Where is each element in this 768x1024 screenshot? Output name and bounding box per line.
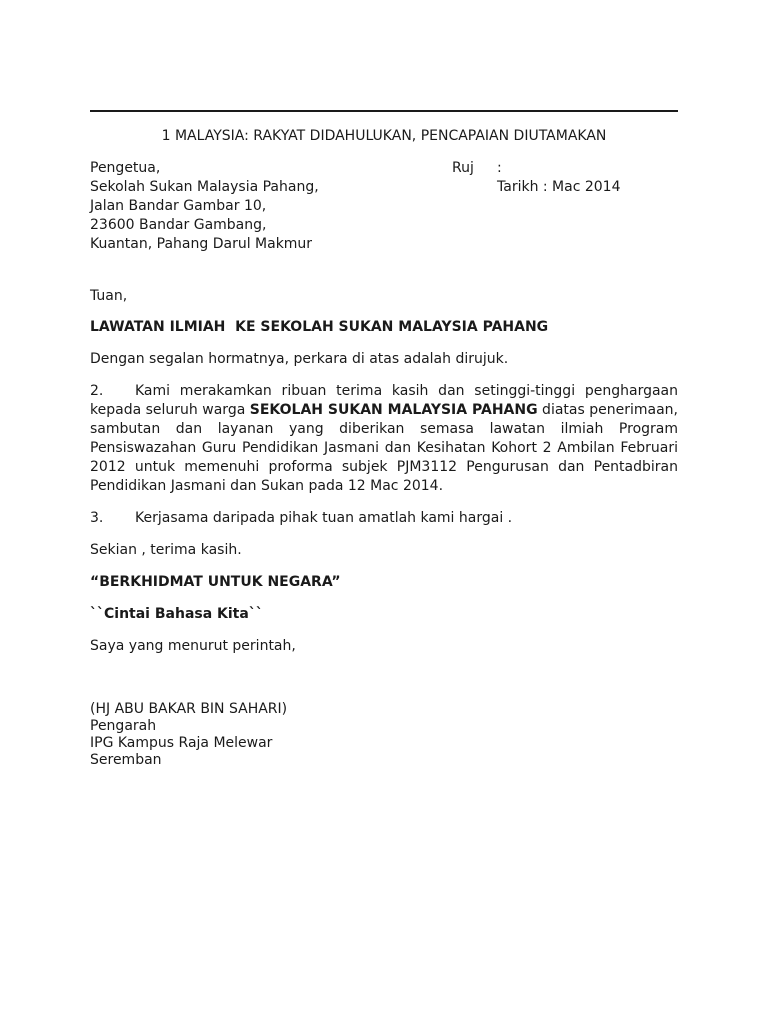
salutation: Tuan, (90, 288, 128, 304)
date-row (452, 178, 678, 197)
header-divider (90, 110, 678, 112)
letter-motto: 1 MALAYSIA: RAKYAT DIDAHULUKAN, PENCAPAIAN DIUTAMAKAN (161, 128, 607, 144)
signatory-name: (HJ ABU BAKAR BIN SAHARI) (90, 701, 288, 717)
signatory-title: Pengarah (90, 718, 157, 734)
letter-subject: LAWATAN ILMIAH KE SEKOLAH SUKAN MALAYSIA PAHANG (90, 319, 549, 335)
paragraph-line: sambutan dan layanan yang diberikan semasa lawatan ilmiah Program (90, 421, 678, 437)
slogan-primary: “BERKHIDMAT UNTUK NEGARA” (90, 574, 341, 590)
signatory-organization: IPG Kampus Raja Melewar (90, 735, 273, 751)
address-line: Pengetua, (90, 160, 161, 176)
reference-row (452, 159, 678, 178)
intro-paragraph: Dengan segalan hormatnya, perkara di atas adalah dirujuk. (90, 351, 509, 367)
signoff-line: Saya yang menurut perintah, (90, 638, 296, 654)
signatory-block (90, 701, 287, 769)
reference-block (452, 159, 678, 197)
paragraph-3 (90, 509, 678, 528)
closing-line: Sekian , terima kasih. (90, 542, 242, 558)
slogan-secondary: ``Cintai Bahasa Kita`` (90, 606, 263, 622)
paragraph-text: Kami merakamkan ribuan terima kasih dan setinggi-tinggi penghargaan (135, 383, 678, 399)
letter-date: Tarikh : Mac 2014 (497, 179, 621, 195)
paragraph-text: diatas penerimaan, (537, 402, 678, 418)
recipient-address (90, 159, 430, 254)
paragraph-line: Pendidikan Jasmani dan Sukan pada 12 Mac 2014. (90, 478, 444, 494)
reference-colon: : (497, 160, 502, 176)
paragraph-text: kepada seluruh warga (90, 402, 250, 418)
paragraph-number: 3. (90, 510, 104, 526)
paragraph-line (90, 382, 678, 401)
paragraph-number: 2. (90, 383, 104, 399)
paragraph-2 (90, 382, 678, 496)
paragraph-line: 2012 untuk memenuhi proforma subjek PJM3112 Pengurusan dan Pentadbiran (90, 459, 678, 475)
reference-label: Ruj (452, 160, 474, 176)
school-name-emphasis: SEKOLAH SUKAN MALAYSIA PAHANG (249, 402, 538, 418)
paragraph-text: Kerjasama daripada pihak tuan amatlah kami hargai . (135, 510, 513, 526)
signatory-location: Seremban (90, 752, 162, 768)
address-line: Sekolah Sukan Malaysia Pahang, (90, 179, 319, 195)
address-line: 23600 Bandar Gambang, (90, 217, 267, 233)
address-line: Jalan Bandar Gambar 10, (90, 198, 267, 214)
paragraph-line: Pensiswazahan Guru Pendidikan Jasmani dan Kesihatan Kohort 2 Ambilan Februari (90, 440, 678, 456)
paragraph-line (90, 401, 678, 420)
address-line: Kuantan, Pahang Darul Makmur (90, 236, 313, 252)
